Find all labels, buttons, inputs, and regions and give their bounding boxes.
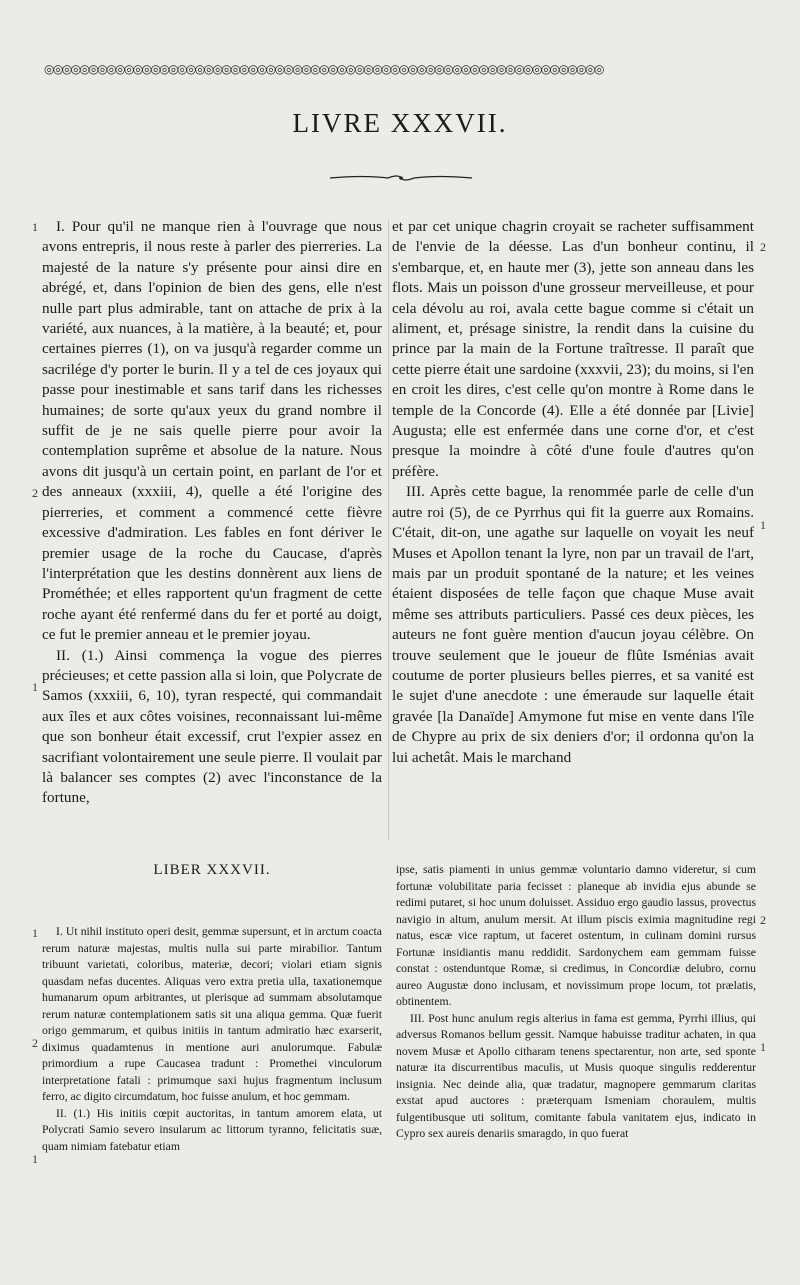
french-column-left xyxy=(42,217,382,809)
section-number: 1 xyxy=(32,926,38,940)
latin-paragraph: III. Post hunc anulum regis alterius in fama est gemma, Pyrrhi illius, qui adversus Romanos bellum gessit. Namque habuisse traditur achaten, in qua novem Musæ et Apollo citharam tenens spectarentur, non arte, sed sponte naturæ ita discurrentibus maculis, ut Musis quoque singulis redderentur insignia. Nec deinde alia, quæ tradatur, magnopere gemmarum claritas exstat apud auctores : præterquam Ismeniam choraulem, multis fulgentibusque uti solitum, comitante fabula vanitatem ejus, indicato in Cypro sex aureis denariis smaragdo, in quo fuerat xyxy=(396,1011,756,1140)
section-number: 2 xyxy=(32,1036,38,1050)
latin-heading: LIBER XXXVII. xyxy=(153,862,271,878)
section-number: 2 xyxy=(760,913,766,927)
section-number: 1 xyxy=(760,518,766,532)
ornamental-border: ◎◎◎◎◎◎◎◎◎◎◎◎◎◎◎◎◎◎◎◎◎◎◎◎◎◎◎◎◎◎◎◎◎◎◎◎◎◎◎◎◎◎◎◎◎◎◎◎◎◎◎◎◎◎◎◎◎◎◎◎◎◎◎ xyxy=(44,62,603,76)
section-number: 2 xyxy=(32,486,38,500)
latin-paragraph: ipse, satis piamenti in unius gemmæ voluntario damno videretur, si cum fortunæ volubilitate paria fecisset : planeque ab invidia ejus abunde se redimi putaret, si hoc unum doluisset. Assiduo ergo gaudio lassus, provectus navigio in altum, anulum mersit. At illum piscis eximia magnitudine regi natus, escæ vice raptum, ut faceret ostentum, in culinam domini rursus Fortunæ insidiantis manu reddidit. Sardonychem eam gemmam fuisse constat : ostenduntque Romæ, si credimus, in Concordiæ delubro, cornu aureo Augustæ dono inclusam, et novissimum prope locum, tot prælatis, obtinentem. xyxy=(396,863,756,1008)
section-number: 1 xyxy=(760,1040,766,1054)
section-number: 1 xyxy=(32,1152,38,1166)
section-number: 2 xyxy=(760,240,766,254)
latin-paragraph: I. Ut nihil instituto operi desit, gemmæ supersunt, et in arctum coacta rerum naturæ majestas, multis nulla sui parte mirabilior. Tantum tribuunt varietati, coloribus, materiæ, decori; violari etiam signis quasdam nefas ducentes. Aliquas vero extra pretia ulla, taxationemque humanarum opum arbitrantes, ut plerisque ad summam absolutamque rerum naturæ contemplationem satis sit una aliqua gemma. Quæ fuerit origo gemmarum, et quibus initiis in tantum admiratio hæc exarserit, diximus quadamtenus in mentione auri anulorumque. Fabulæ primordium a rupe Caucasea tradunt : Promethei vinculorum interpretatione fatali : primumque saxi hujus fragmentum inclusum ferro, ac digito circumdatum, hoc fuisse anulum, et hoc gemmam. xyxy=(42,925,382,1103)
latin-paragraph: II. (1.) His initiis cœpit auctoritas, in tantum amorem elata, ut Polycrati Samio severo insularum ac littorum tyranno, felicitatis suæ, quam nimiam fatebatur etiam xyxy=(42,1106,382,1153)
latin-column-right xyxy=(396,862,756,1143)
french-paragraph: III. Après cette bague, la renommée parle de celle d'un autre roi (5), de ce Pyrrhus qui fit la guerre aux Romains. C'était, dit-on, une agathe sur laquelle on voyait les neuf Muses et Apollon tenant la lyre, non par un travail de l'art, mais par un produit spontané de la nature; et les veines étaient disposées de telle façon que chaque Muse avait même ses attributs particuliers. Passé ces deux pièces, les auteurs ne font guère mention d'aucun joyau célèbre. On trouve seulement que le joueur de flûte Isménias avait coutume de porter plusieurs belles pierres, et sa vanité est le sujet d'une anecdote : une émeraude sur laquelle était gravée [la Danaïde] Amymone fut mise en vente dans l'île de Chypre au prix de six deniers d'or; il ordonna qu'on la lui achetât. Mais le marchand xyxy=(392,483,754,766)
french-paragraph: I. Pour qu'il ne manque rien à l'ouvrage que nous avons entrepris, il nous reste à parler des pierreries. La majesté de la nature s'y présente pour ainsi dire en abrégé, et, dans l'opinion de bien des gens, elle n'est nulle part plus admirable, tant on attache de prix à la variété, aux nuances, à la matière, à la beauté; et, pour certaines pierres (1), on va jusqu'à regarder comme un sacrilége d'y porter le burin. Il y a tel de ces joyaux qui passe pour inestimable et sans tarif dans les richesses humaines; de sorte qu'aux yeux du grand nombre il suffit de je ne sais quelle pierre pour avoir la contemplation suprême et absolue de la nature. Nous avons dit jusqu'à un certain point, en parlant de l'or et des anneaux (xxxiii, 4), quelle a été l'origine des pierreries, et comment a commencé cette fièvre excessive d'admiration. Les fables en font dériver le premier usage de la roche du Caucase, d'après l'interprétation que les destins donnèrent aux liens de Prométhée; et elles rapportent qu'un fragment de cette roche ayant été renfermé dans du fer et porté au doigt, ce fut le premier anneau et le premier joyau. xyxy=(42,218,382,644)
section-number: 1 xyxy=(32,220,38,234)
french-paragraph: et par cet unique chagrin croyait se racheter suffisamment de l'envie de la déesse. Las d'un bonheur continu, il s'embarque, et, en haute mer (3), jette son anneau dans les flots. Mais un poisson d'une grosseur merveilleuse, et pour cela dévolu au roi, avala cette bague comme si c'était un aliment, et, présage sinistre, la rendit dans la cuisine du prince par la main de la Fortune traîtresse. Il paraît que cette pierre était une sardoine (xxxvii, 23); du moins, si l'en en croit les dires, c'est celle qu'on montre à Rome dans le temple de la Concorde (4). Elle a été donnée par [Livie] Augusta; elle est enfermée dans une corne d'or, et c'est presque la moindre à côté d'une foule d'autres qu'on préfère. xyxy=(392,218,754,480)
french-paragraph: II. (1.) Ainsi commença la vogue des pierres précieuses; et cette passion alla si loin, que Polycrate de Samos (xxxiii, 6, 10), tyran respecté, qui commandait aux îles et aux côtes voisines, reconnaissant lui-même que son bonheur était excessif, crut l'expier assez en sacrifiant volontairement une seule pierre. Il voulait par là balancer ses comptes (2) avec l'inconstance de la fortune, xyxy=(42,646,382,807)
section-number: 1 xyxy=(32,680,38,694)
latin-column-left xyxy=(42,924,382,1155)
column-divider xyxy=(388,220,389,840)
book-title: LIVRE XXXVII. xyxy=(292,108,508,138)
title-flourish-rule xyxy=(328,173,474,183)
french-column-right xyxy=(392,217,754,768)
